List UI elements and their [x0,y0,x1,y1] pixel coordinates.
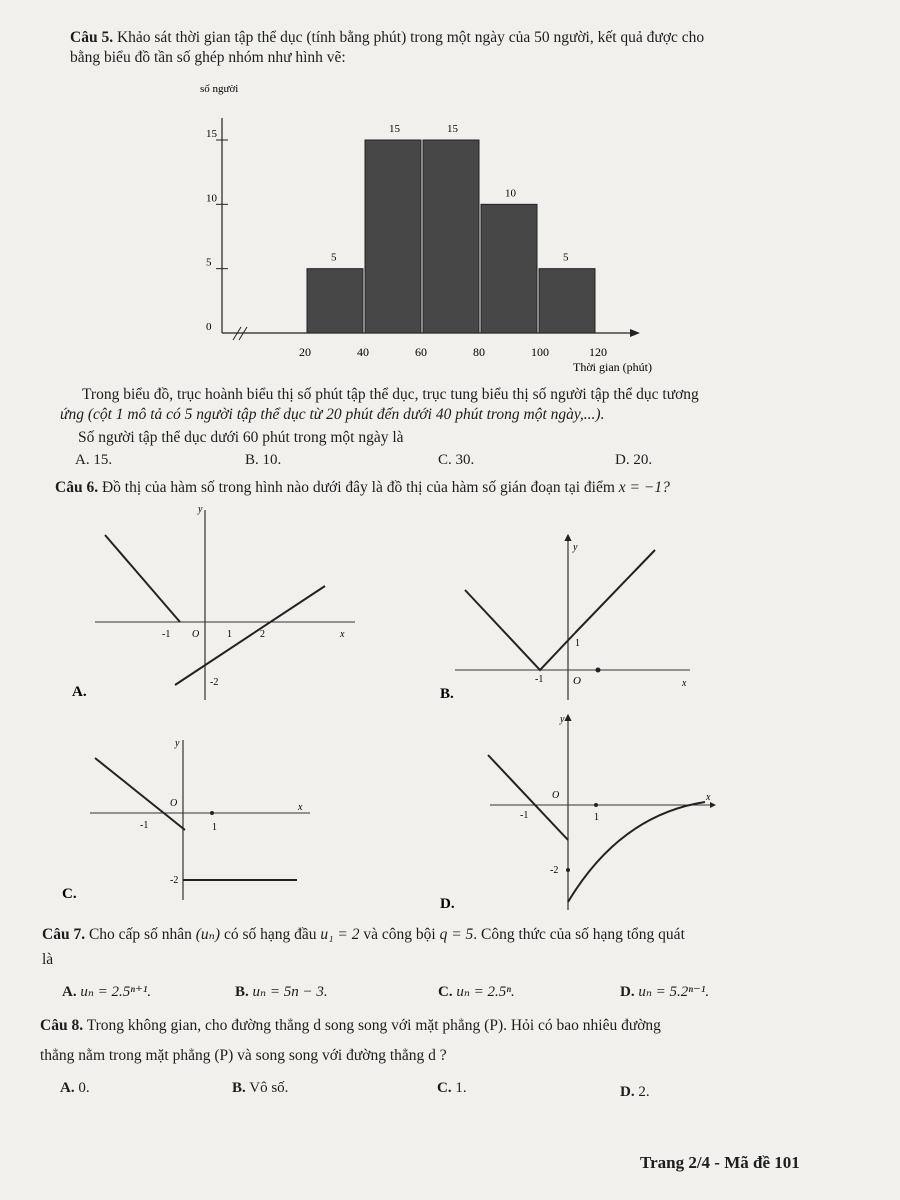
graph-b-option-label[interactable]: B. [440,686,454,702]
q7-text3: và công bội [363,926,436,943]
graph-c-y-label: y [175,738,180,749]
q6-text: Đồ thị của hàm số trong hình nào dưới đây là đồ thị của hàm số gián đoạn tại điểm [101,479,615,496]
graph-a-y-label: y [198,504,203,515]
graph-d-point [594,803,598,807]
graph-d-right-branch [568,802,705,902]
graph-b-point [596,668,601,673]
graph-c-x-label: x [298,802,303,813]
q8-number: Câu 8. [40,1017,84,1034]
graph-a-m2: -2 [210,677,219,688]
graph-c-p1: 1 [212,822,217,833]
q8-option-b-label: B. [232,1080,246,1096]
q5-line2: bằng biểu đồ tần số ghép nhóm như hình vẽ: [70,49,346,66]
graph-c[interactable] [90,738,310,900]
x-tick-label: 80 [473,345,485,359]
y-tick-label: 10 [206,192,217,205]
graph-b[interactable] [455,535,690,700]
graph-b-y-label: y [573,542,578,553]
graph-d[interactable] [488,714,715,910]
q7-first: u₁ = 2 [320,926,360,943]
histogram-bar [539,269,595,333]
bar-data-label: 10 [505,187,516,200]
q7-text4: . Công thức của số hạng tổng quát [473,926,685,943]
x-tick-label: 40 [357,345,369,359]
q7-text5: là [42,951,54,968]
q5-line1: Khảo sát thời gian tập thể dục (tính bằng phút) trong một ngày của 50 người, kết quả được cho [116,29,705,46]
y-tick-label: 0 [206,321,212,333]
page-footer: Trang 2/4 - Mã đề 101 [640,1153,800,1172]
q8-option-a[interactable] [60,1080,90,1097]
histogram-bar [481,204,537,333]
q5-option-d-label: D. [615,452,630,468]
q8-option-b-text: Vô số. [249,1080,289,1096]
q8-option-c-text: 1. [455,1080,467,1096]
graph-c-m2: -2 [170,875,179,886]
q7-ratio: q = 5 [439,926,474,943]
graph-c-point [210,811,214,815]
q7-option-c-text: uₙ = 2.5ⁿ. [456,984,515,1000]
q7-option-d[interactable] [620,982,709,1001]
q6-number: Câu 6. [55,479,99,496]
q5-option-d-text: 20. [633,452,653,468]
histogram-bar [307,269,363,333]
q5-option-c[interactable] [438,452,474,469]
q6-stem [55,478,895,498]
y-tick-label: 5 [206,256,212,269]
graph-c-m1: -1 [140,820,149,831]
q7-option-a-label: A. [62,984,77,1000]
q8-option-c-label: C. [437,1080,452,1096]
q5-option-c-text: 30. [455,452,475,468]
graph-a-x-label: x [340,629,345,640]
graph-d-y-label: y [560,714,565,725]
q8-option-d-text: 2. [638,1084,650,1100]
q5-option-c-label: C. [438,452,452,468]
graph-b-one: 1 [575,638,580,649]
q8-option-c[interactable] [437,1080,467,1097]
bar-data-label: 5 [563,251,569,264]
x-tick-label: 100 [531,345,549,359]
q5-option-b-label: B. [245,452,259,468]
x-tick-label: 60 [415,345,427,359]
q8-line1 [40,1016,890,1036]
bar-data-label: 15 [447,123,458,135]
q7-option-b[interactable] [235,982,328,1001]
q5-question: Số người tập thể dục dưới 60 phút trong một ngày là [78,429,404,446]
q5-option-a-text: 15. [93,452,113,468]
graph-a-option-label[interactable]: A. [72,684,87,700]
q6-graphs [0,500,900,920]
graph-a-m1: -1 [162,629,171,640]
graph-a-origin: O [192,629,200,640]
graph-d-m2: -2 [550,865,559,876]
q8-option-d-label: D. [620,1084,635,1100]
graph-d-x-label: x [706,792,711,803]
q5-option-b-text: 10. [262,452,282,468]
graph-b-origin: O [573,675,581,687]
q6-math: x = −1? [618,479,670,496]
q7-stem [42,925,892,945]
graph-b-left-branch [465,590,575,670]
q5-option-a[interactable] [75,452,112,469]
q8-option-b[interactable] [232,1080,288,1097]
graph-d-origin: O [552,790,560,801]
graph-a-p1: 1 [227,629,232,640]
graph-b-m1: -1 [535,674,544,685]
q7-number: Câu 7. [42,926,86,943]
q7-seq: (uₙ) [195,926,221,943]
x-axis-label: Thời gian (phút) [573,360,652,374]
q7-option-c-label: C. [438,984,453,1000]
histogram-bar [423,140,479,333]
graph-b-right-branch [575,550,655,633]
q7-text1: Cho cấp số nhân [88,926,192,943]
q5-option-d[interactable] [615,452,652,469]
graph-b-x-label: x [682,678,687,689]
graph-c-option-label[interactable]: C. [62,886,77,902]
q8-option-a-label: A. [60,1080,75,1096]
graph-a[interactable] [95,504,355,700]
bar-data-label: 15 [389,123,400,135]
histogram-chart [0,0,900,380]
graph-a-p2: 2 [260,629,265,640]
q5-number: Câu 5. [70,29,114,46]
q5-desc-line1: Trong biểu đồ, trục hoành biểu thị số phút tập thể dục, trục tung biểu thị số người tập thể dục tương [82,386,699,403]
histogram-bar [365,140,421,333]
q5-desc-line2: ứng (cột 1 mô tả có 5 người tập thể dục từ 20 phút đến dưới 40 phút trong một ngày,...). [60,406,605,423]
q8-option-d[interactable] [620,1084,650,1101]
x-tick-label: 120 [589,345,607,359]
q8-line2: thẳng nằm trong mặt phẳng (P) và song song với đường thẳng d ? [40,1047,447,1064]
q8-option-a-text: 0. [78,1080,90,1096]
graph-d-p1: 1 [594,812,599,823]
q7-option-d-label: D. [620,984,635,1000]
x-axis-arrow [630,329,640,337]
graph-d-m1: -1 [520,810,529,821]
x-tick-label: 20 [299,345,311,359]
y-axis-label: số người [200,83,239,95]
q7-text2: có số hạng đầu [223,926,317,943]
q7-option-b-label: B. [235,984,249,1000]
y-tick-label: 15 [206,128,217,140]
q7-option-a-text: uₙ = 2.5ⁿ⁺¹. [80,984,152,1000]
q5-option-b[interactable] [245,452,281,469]
q7-option-c[interactable] [438,982,515,1001]
bar-data-label: 5 [331,251,337,264]
graph-c-origin: O [170,798,178,809]
q7-option-b-text: uₙ = 5n − 3. [252,984,328,1000]
q7-option-a[interactable] [62,982,151,1001]
graph-a-left-branch [105,535,180,622]
graph-d-point-m2 [566,868,570,872]
graph-d-option-label[interactable]: D. [440,896,455,912]
q7-option-d-text: uₙ = 5.2ⁿ⁻¹. [638,984,710,1000]
q8-text1: Trong không gian, cho đường thẳng d song song với mặt phẳng (P). Hỏi có bao nhiêu đường [86,1017,661,1034]
q5-option-a-label: A. [75,452,90,468]
